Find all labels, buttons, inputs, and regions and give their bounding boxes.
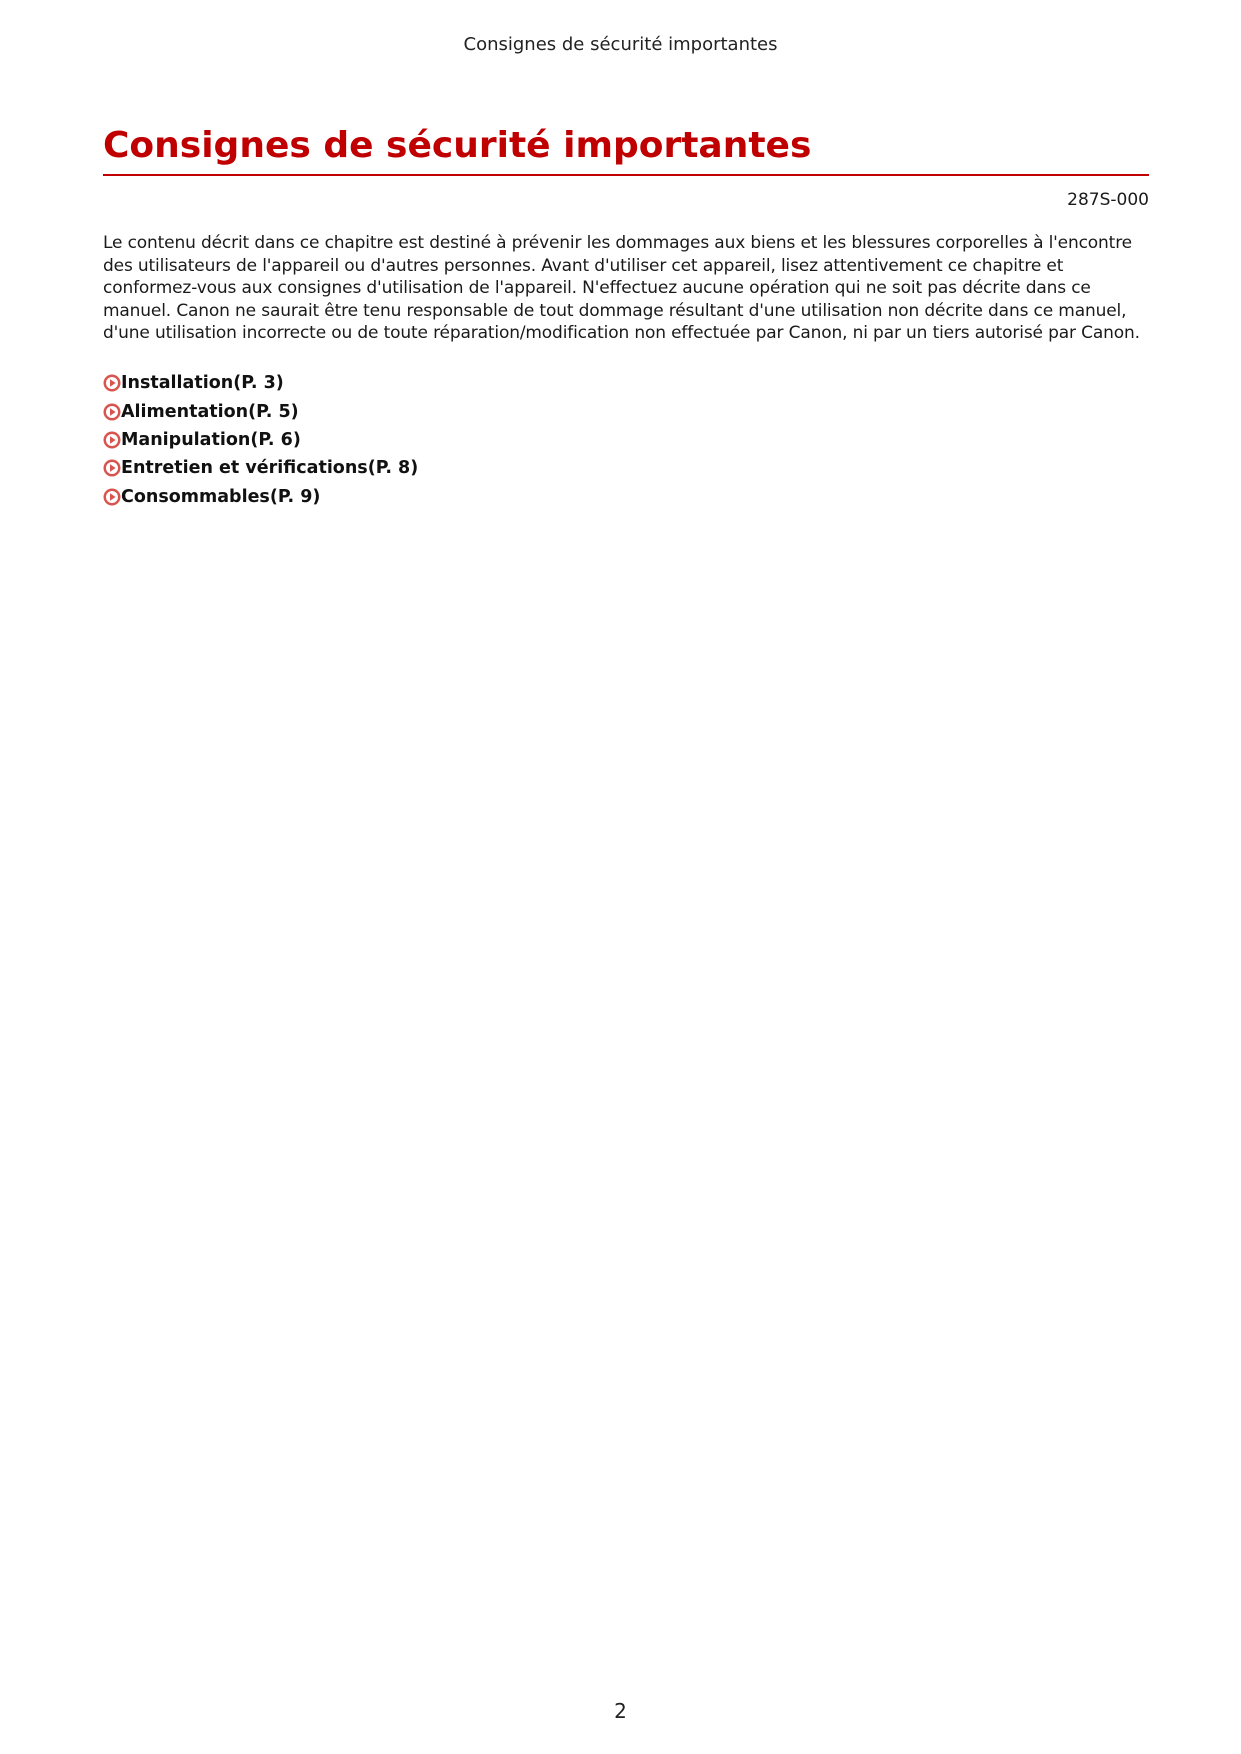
section-link-entretien[interactable] xyxy=(103,454,1149,482)
section-link-manipulation[interactable] xyxy=(103,426,1149,454)
section-link-label[interactable]: Installation(P. 3) xyxy=(121,373,284,394)
section-link-list xyxy=(103,369,1149,511)
section-link-consommables[interactable] xyxy=(103,483,1149,511)
section-link-label[interactable]: Alimentation(P. 5) xyxy=(121,401,299,422)
section-link-label[interactable]: Manipulation(P. 6) xyxy=(121,429,301,450)
page-title: Consignes de sécurité importantes xyxy=(103,120,1149,176)
arrow-circle-icon xyxy=(103,459,121,477)
section-link-label[interactable]: Entretien et vérifications(P. 8) xyxy=(121,458,419,479)
document-id: 287S-000 xyxy=(1067,190,1149,210)
arrow-circle-icon xyxy=(103,488,121,506)
arrow-circle-icon xyxy=(103,403,121,421)
arrow-circle-icon xyxy=(103,374,121,392)
intro-paragraph: Le contenu décrit dans ce chapitre est destiné à prévenir les dommages aux biens et les blessures corporelles à l'encontre des utilisateurs de l'appareil ou d'autres personnes. Avant d'utiliser cet appareil, lisez attentivement ce chapitre et conformez-vous aux consignes d'utilisation de l'appareil. N'effectuez aucune opération qui ne soit pas décrite dans ce manuel. Canon ne saurait être tenu responsable de tout dommage résultant d'une utilisation non décrite dans ce manuel, d'une utilisation incorrecte ou de toute réparation/modification non effectuée par Canon, ni par un tiers autorisé par Canon. xyxy=(103,233,1140,344)
section-link-label[interactable]: Consommables(P. 9) xyxy=(121,486,321,507)
arrow-circle-icon xyxy=(103,431,121,449)
page-number: 2 xyxy=(614,1699,627,1723)
page-content xyxy=(103,120,1149,511)
section-link-installation[interactable] xyxy=(103,369,1149,397)
section-link-alimentation[interactable] xyxy=(103,397,1149,425)
running-header: Consignes de sécurité importantes xyxy=(463,34,778,55)
